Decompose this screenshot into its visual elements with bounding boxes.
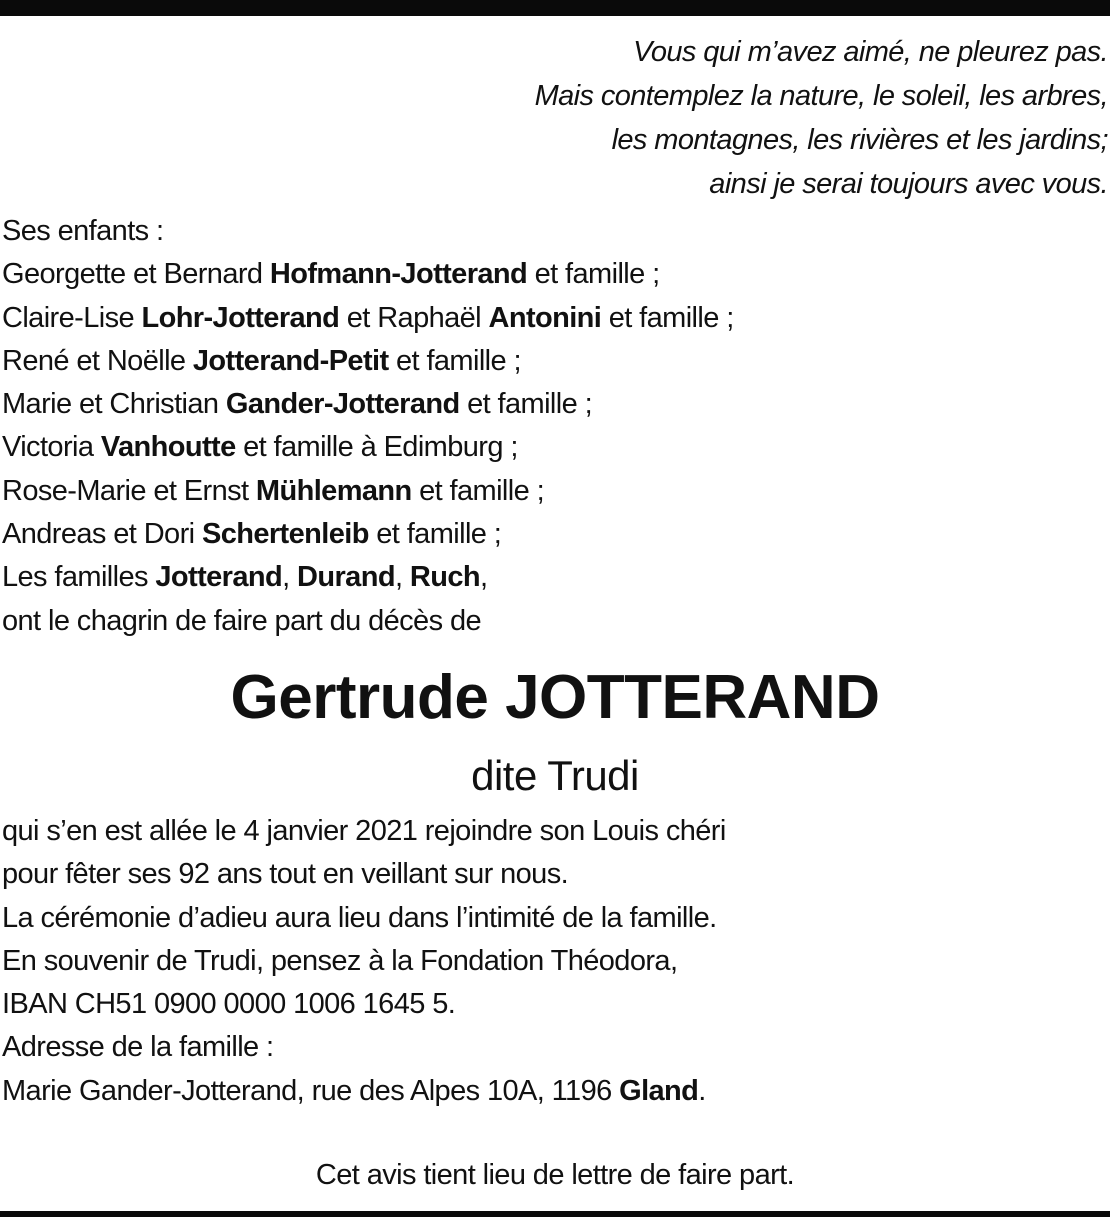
family-address (2, 1070, 1102, 1113)
family-text: , (479, 561, 488, 594)
family-surname: Ruch (409, 561, 480, 594)
family-text: René et Noëlle (2, 344, 193, 377)
family-text: Rose-Marie et Ernst (2, 474, 256, 507)
family-text: Marie et Christian (2, 388, 226, 421)
family-text: et famille à Edimburg ; (235, 431, 518, 464)
details-line: En souvenir de Trudi, pensez à la Fondation Théodora, (2, 944, 678, 977)
family-text: Georgette et Bernard (2, 258, 270, 291)
family-surname: Mühlemann (255, 474, 412, 507)
top-border-rule (0, 0, 1110, 16)
family-intro: Ses enfants : (2, 215, 164, 247)
poem-line: Vous qui m’avez aimé, ne pleurez pas. (633, 36, 1108, 68)
iban-line: IBAN CH51 0900 0000 1006 1645 5. (2, 988, 456, 1021)
address-text: . (698, 1074, 706, 1107)
family-text: et famille ; (388, 344, 521, 377)
address-heading: Adresse de la famille : (2, 1031, 274, 1064)
details-line: qui s’en est allée le 4 janvier 2021 rejoindre son Louis chéri (2, 815, 726, 847)
family-line (2, 513, 1102, 556)
family-text: , (282, 561, 298, 594)
poem-line: les montagnes, les rivières et les jardins; (611, 124, 1108, 156)
family-line (2, 253, 1102, 296)
family-line (2, 383, 1102, 426)
deceased-name: Gertrude JOTTERAND (230, 663, 880, 732)
obituary-details (2, 810, 1102, 1113)
details-line: La cérémonie d’adieu aura lieu dans l’intimité de la famille. (2, 901, 717, 934)
family-surname: Schertenleib (201, 518, 369, 551)
family-surname: Vanhoutte (100, 431, 236, 464)
family-text: et Raphaël (339, 301, 489, 334)
closing-notice: Cet avis tient lieu de lettre de faire part. (315, 1159, 795, 1191)
address-text: Marie Gander-Jotterand, rue des Alpes 10A, 1196 (2, 1074, 620, 1107)
family-line (2, 470, 1102, 513)
family-line (2, 297, 1102, 340)
family-text: Claire-Lise (2, 301, 142, 334)
family-text: Victoria (2, 431, 101, 464)
family-text: Andreas et Dori (2, 518, 202, 551)
family-surname: Jotterand-Petit (192, 344, 389, 377)
family-text: et famille ; (601, 301, 734, 334)
epitaph-poem (208, 30, 1108, 206)
family-text: et famille ; (527, 258, 660, 291)
bottom-border-rule (0, 1211, 1110, 1217)
family-text: et famille ; (459, 388, 593, 421)
family-surname: Lohr-Jotterand (141, 301, 340, 334)
family-text: , (394, 561, 410, 594)
family-text: et famille ; (411, 474, 545, 507)
details-line: pour fêter ses 92 ans tout en veillant sur nous. (2, 858, 569, 891)
family-line (2, 426, 1102, 469)
poem-line: ainsi je serai toujours avec vous. (709, 168, 1108, 200)
family-surname: Jotterand (155, 561, 283, 594)
family-text: Les familles (2, 561, 156, 594)
family-surname: Antonini (488, 301, 602, 334)
announcement-text: ont le chagrin de faire part du décès de (2, 604, 481, 637)
family-surname: Hofmann-Jotterand (269, 258, 528, 291)
poem-line: Mais contemplez la nature, le soleil, les arbres, (534, 80, 1108, 112)
address-city: Gland (619, 1074, 699, 1107)
family-surname: Gander-Jotterand (225, 388, 460, 421)
family-surname: Durand (297, 561, 395, 594)
family-line (2, 340, 1102, 383)
family-text: et famille ; (368, 518, 502, 551)
family-list (2, 210, 1102, 643)
deceased-nickname: dite Trudi (471, 752, 639, 799)
family-line (2, 556, 1102, 599)
